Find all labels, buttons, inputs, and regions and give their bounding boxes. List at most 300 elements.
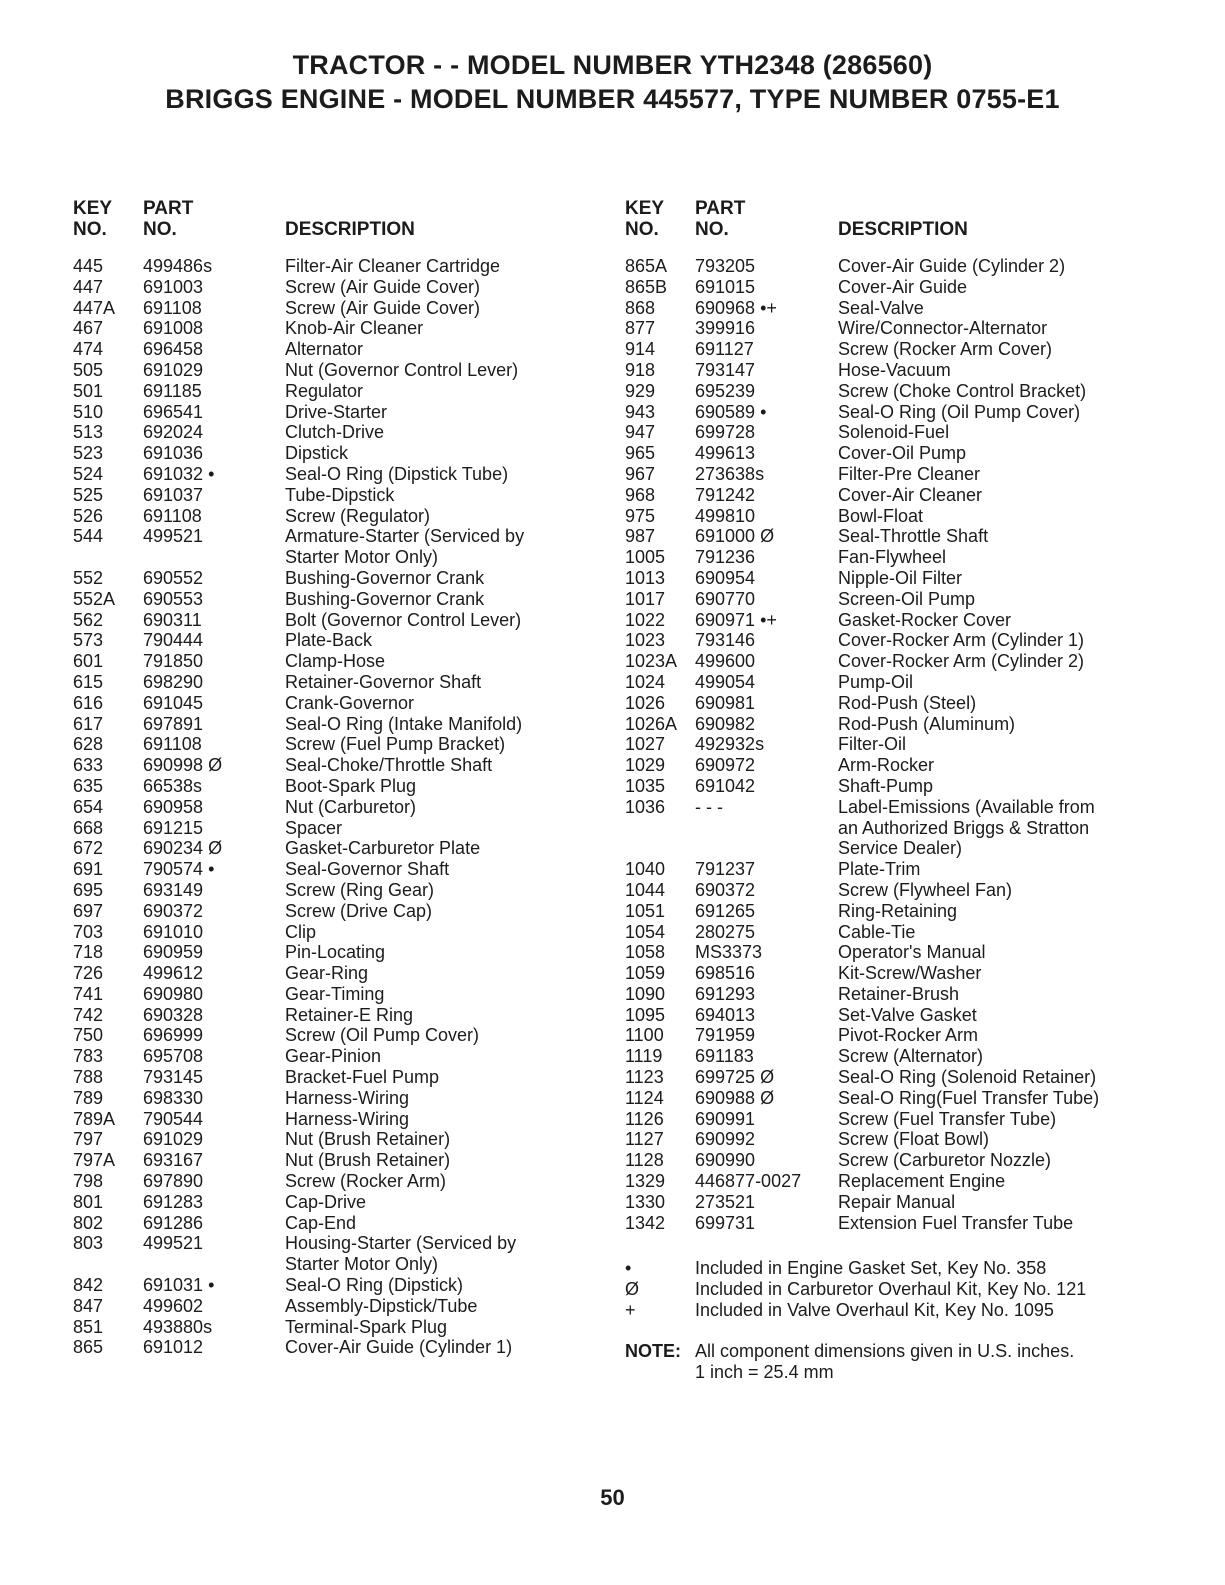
description: Bushing-Governor Crank xyxy=(285,567,485,588)
table-row xyxy=(73,464,613,485)
part-number: 793146 xyxy=(695,630,756,651)
part-number: 691127 xyxy=(695,339,754,360)
table-row xyxy=(73,1067,613,1088)
part-number: 499521 xyxy=(143,526,204,547)
description: Cap-Drive xyxy=(285,1191,367,1212)
table-row xyxy=(625,797,1220,818)
key-number: 544 xyxy=(73,526,104,547)
table-row xyxy=(73,1088,613,1109)
table-row xyxy=(73,1005,613,1026)
part-number: 691010 xyxy=(143,921,204,942)
table-row xyxy=(73,818,613,839)
key-number: 697 xyxy=(73,900,104,921)
part-number: 696541 xyxy=(143,401,204,422)
table-row xyxy=(73,838,613,859)
key-number: 1054 xyxy=(625,921,666,942)
table-row xyxy=(625,464,1220,485)
part-number: 691108 xyxy=(143,734,202,755)
description: Screen-Oil Pump xyxy=(838,588,976,609)
key-number: 1095 xyxy=(625,1004,666,1025)
description: Extension Fuel Transfer Tube xyxy=(838,1212,1074,1233)
parts-table-left xyxy=(73,196,613,1358)
description: Screw (Oil Pump Cover) xyxy=(285,1025,480,1046)
header-key-line-1: KEY xyxy=(625,198,665,219)
header-part-line-1: PART xyxy=(143,198,194,219)
legend-text: Included in Carburetor Overhaul Kit, Key No. 121 xyxy=(695,1278,1087,1299)
key-number: 718 xyxy=(73,942,104,963)
description: Spacer xyxy=(285,817,343,838)
part-number: 691215 xyxy=(143,817,204,838)
description: Cable-Tie xyxy=(838,921,916,942)
page-title-line-1: TRACTOR - - MODEL NUMBER YTH2348 (286560) xyxy=(292,50,933,80)
part-number: MS3373 xyxy=(695,942,763,963)
key-number: 1023 xyxy=(625,630,666,651)
description: Set-Valve Gasket xyxy=(838,1004,977,1025)
table-row xyxy=(73,1046,613,1067)
key-number: 616 xyxy=(73,692,104,713)
description: Seal-O Ring (Dipstick Tube) xyxy=(285,463,509,484)
description: Terminal-Spark Plug xyxy=(285,1316,448,1337)
part-number: 690954 xyxy=(695,567,756,588)
description: Ring-Retaining xyxy=(838,900,958,921)
key-number: 672 xyxy=(73,838,104,859)
part-number: 690311 xyxy=(143,609,202,630)
description: Plate-Trim xyxy=(838,859,921,880)
table-row xyxy=(625,963,1220,984)
part-number: 690968 •+ xyxy=(695,297,777,318)
key-number: 968 xyxy=(625,484,656,505)
legend-symbol: Ø xyxy=(625,1278,640,1299)
key-number: 654 xyxy=(73,796,104,817)
key-number: 797 xyxy=(73,1129,104,1150)
key-number: 1040 xyxy=(625,859,666,880)
key-number: 965 xyxy=(625,443,656,464)
key-number: 1059 xyxy=(625,963,666,984)
description: Retainer-E Ring xyxy=(285,1004,414,1025)
description: Shaft-Pump xyxy=(838,775,934,796)
note-line-2: 1 inch = 25.4 mm xyxy=(695,1362,834,1382)
table-row xyxy=(625,360,1220,381)
key-number: 918 xyxy=(625,359,656,380)
key-number: 1119 xyxy=(625,1046,663,1067)
legend-symbol: + xyxy=(625,1299,636,1320)
part-number: 697890 xyxy=(143,1171,204,1192)
table-row xyxy=(73,443,613,464)
description: Cover-Rocker Arm (Cylinder 2) xyxy=(838,651,1085,672)
part-number: 694013 xyxy=(695,1004,756,1025)
description: Kit-Screw/Washer xyxy=(838,963,982,984)
part-number: 691045 xyxy=(143,692,204,713)
key-number: 1051 xyxy=(625,900,666,921)
description: Seal-Throttle Shaft xyxy=(838,526,989,547)
description: Seal-O Ring(Fuel Transfer Tube) xyxy=(838,1087,1100,1108)
key-number: 445 xyxy=(73,256,104,276)
description: Clamp-Hose xyxy=(285,651,386,672)
description: Gear-Timing xyxy=(285,983,385,1004)
table-row xyxy=(73,1275,613,1296)
description: Retainer-Governor Shaft xyxy=(285,671,482,692)
table-row xyxy=(625,526,1220,547)
table-body-right xyxy=(625,256,1220,1233)
part-number: - - - xyxy=(695,796,723,817)
table-row xyxy=(625,693,1220,714)
description: Bowl-Float xyxy=(838,505,924,526)
part-number: 690372 xyxy=(143,900,204,921)
description: Screw (Carburetor Nozzle) xyxy=(838,1150,1052,1171)
part-number: 446877-0027 xyxy=(695,1171,802,1192)
table-row xyxy=(73,755,613,776)
key-number: 1330 xyxy=(625,1191,666,1212)
key-number: 1124 xyxy=(625,1087,664,1108)
part-number: 273521 xyxy=(695,1191,756,1212)
table-row xyxy=(625,402,1220,423)
key-number: 633 xyxy=(73,755,104,776)
part-number: 499486s xyxy=(143,256,213,276)
table-row xyxy=(625,1213,1220,1234)
part-number: 691008 xyxy=(143,318,204,339)
table-row xyxy=(625,922,1220,943)
key-number: 798 xyxy=(73,1171,104,1192)
table-row xyxy=(73,630,613,651)
part-number: 691029 xyxy=(143,359,204,380)
description: Harness-Wiring xyxy=(285,1087,410,1108)
description: Dipstick xyxy=(285,443,349,464)
part-number: 691042 xyxy=(695,775,756,796)
part-number: 691003 xyxy=(143,276,204,297)
table-row xyxy=(73,589,613,610)
part-number: 690991 xyxy=(695,1108,756,1129)
part-number: 691283 xyxy=(143,1191,204,1212)
key-number: 947 xyxy=(625,422,656,443)
part-number: 790574 • xyxy=(143,859,215,880)
key-number: 691 xyxy=(73,859,104,880)
description: Nut (Brush Retainer) xyxy=(285,1129,451,1150)
description: Bracket-Fuel Pump xyxy=(285,1067,440,1088)
part-number: 690589 • xyxy=(695,401,767,422)
description: Alternator xyxy=(285,339,364,360)
table-row xyxy=(625,1192,1220,1213)
key-number: 552 xyxy=(73,567,104,588)
description: Wire/Connector-Alternator xyxy=(838,318,1048,339)
table-row xyxy=(625,1150,1220,1171)
key-number: 1123 xyxy=(625,1067,664,1088)
part-number: 791236 xyxy=(695,547,756,568)
part-number: 273638s xyxy=(695,463,765,484)
table-row xyxy=(625,942,1220,963)
legend-item xyxy=(625,1300,1220,1321)
part-number: 499054 xyxy=(695,671,756,692)
key-number: 943 xyxy=(625,401,656,422)
key-number: 1128 xyxy=(625,1150,664,1171)
key-number: 1035 xyxy=(625,775,666,796)
part-number: 691108 xyxy=(143,297,202,318)
key-number: 929 xyxy=(625,380,656,401)
description: Replacement Engine xyxy=(838,1171,1006,1192)
description: Pump-Oil xyxy=(838,671,914,692)
part-number: 690553 xyxy=(143,588,204,609)
part-number: 690328 xyxy=(143,1004,204,1025)
key-number: 851 xyxy=(73,1316,104,1337)
table-row xyxy=(73,1213,613,1234)
description: Screw (Rocker Arm) xyxy=(285,1171,447,1192)
table-row xyxy=(73,1171,613,1192)
part-number: 691032 • xyxy=(143,463,215,484)
part-number: 499612 xyxy=(143,963,204,984)
key-number: 1342 xyxy=(625,1212,666,1233)
description: Cover-Air Guide (Cylinder 1) xyxy=(285,1337,513,1358)
description: Label-Emissions (Available from xyxy=(838,796,1095,817)
part-number: 791959 xyxy=(695,1025,756,1046)
table-row xyxy=(625,485,1220,506)
description: Armature-Starter (Serviced by xyxy=(285,526,525,547)
key-number: 987 xyxy=(625,526,656,547)
part-number: 696458 xyxy=(143,339,204,360)
key-number: 562 xyxy=(73,609,104,630)
description: Gear-Pinion xyxy=(285,1046,382,1067)
part-number: 690372 xyxy=(695,879,756,900)
part-number: 693149 xyxy=(143,879,204,900)
table-row xyxy=(625,838,1220,859)
part-number: 690959 xyxy=(143,942,204,963)
description: Tube-Dipstick xyxy=(285,484,395,505)
table-row xyxy=(73,984,613,1005)
part-number: 690958 xyxy=(143,796,204,817)
table-row xyxy=(73,1109,613,1130)
description: Nipple-Oil Filter xyxy=(838,567,963,588)
part-number: 791237 xyxy=(695,859,756,880)
description: Regulator xyxy=(285,380,364,401)
table-row xyxy=(625,859,1220,880)
description: Clutch-Drive xyxy=(285,422,385,443)
key-number: 865 xyxy=(73,1337,104,1358)
key-number: 1005 xyxy=(625,547,666,568)
table-row xyxy=(625,1171,1220,1192)
description: Cover-Air Guide (Cylinder 2) xyxy=(838,256,1066,276)
table-row xyxy=(73,693,613,714)
table-row xyxy=(73,298,613,319)
key-number: 1017 xyxy=(625,588,666,609)
description: Screw (Fuel Pump Bracket) xyxy=(285,734,506,755)
description: Rod-Push (Steel) xyxy=(838,692,977,713)
key-number: 635 xyxy=(73,775,104,796)
table-row xyxy=(625,339,1220,360)
description: Seal-O Ring (Intake Manifold) xyxy=(285,713,523,734)
table-row xyxy=(73,506,613,527)
description: Cover-Air Guide xyxy=(838,276,968,297)
header-key-line-1: KEY xyxy=(73,198,113,219)
description: Bushing-Governor Crank xyxy=(285,588,485,609)
key-number: 865A xyxy=(625,256,668,276)
page-number: 50 xyxy=(600,1485,625,1510)
key-number: 447A xyxy=(73,297,116,318)
part-number: 691037 xyxy=(143,484,204,505)
key-number: 615 xyxy=(73,671,104,692)
part-number: 690982 xyxy=(695,713,756,734)
table-row xyxy=(73,339,613,360)
part-number: 691031 • xyxy=(143,1275,215,1296)
note-line-1: All component dimensions given in U.S. inches. xyxy=(695,1341,1075,1361)
description: Fan-Flywheel xyxy=(838,547,947,568)
table-row xyxy=(625,277,1220,298)
header-description: DESCRIPTION xyxy=(285,219,415,240)
description: Pin-Locating xyxy=(285,942,386,963)
key-number: 742 xyxy=(73,1004,104,1025)
key-number: 750 xyxy=(73,1025,104,1046)
description: Screw (Fuel Transfer Tube) xyxy=(838,1108,1057,1129)
key-number: 668 xyxy=(73,817,104,838)
table-body-left xyxy=(73,256,613,1358)
key-number: 524 xyxy=(73,463,104,484)
key-number: 501 xyxy=(73,380,104,401)
table-row xyxy=(73,1296,613,1317)
table-row xyxy=(73,776,613,797)
description: Assembly-Dipstick/Tube xyxy=(285,1295,478,1316)
part-number: 695239 xyxy=(695,380,756,401)
table-row xyxy=(625,734,1220,755)
key-number: 802 xyxy=(73,1212,104,1233)
header-key-line-2: NO. xyxy=(625,219,659,240)
key-number: 868 xyxy=(625,297,656,318)
description: Crank-Governor xyxy=(285,692,415,713)
part-number: 691183 xyxy=(695,1046,754,1067)
table-row xyxy=(73,1129,613,1150)
part-number: 690992 xyxy=(695,1129,756,1150)
key-number: 842 xyxy=(73,1275,104,1296)
part-number: 693167 xyxy=(143,1150,204,1171)
part-number: 493880s xyxy=(143,1316,213,1337)
table-row xyxy=(73,381,613,402)
part-number: 699725 Ø xyxy=(695,1067,775,1088)
description: Clip xyxy=(285,921,317,942)
key-number: 1029 xyxy=(625,755,666,776)
key-number: 1024 xyxy=(625,671,666,692)
key-number: 510 xyxy=(73,401,104,422)
table-header xyxy=(73,196,613,256)
description: Seal-O Ring (Solenoid Retainer) xyxy=(838,1067,1097,1088)
description: Retainer-Brush xyxy=(838,983,960,1004)
key-number: 1026 xyxy=(625,692,666,713)
description: Screw (Choke Control Bracket) xyxy=(838,380,1087,401)
part-number: 791850 xyxy=(143,651,204,672)
part-number: 499602 xyxy=(143,1295,204,1316)
key-number: 1044 xyxy=(625,879,666,900)
key-number: 1058 xyxy=(625,942,666,963)
key-number: 975 xyxy=(625,505,656,526)
table-row xyxy=(625,256,1220,277)
key-number: 789A xyxy=(73,1108,116,1129)
table-row xyxy=(73,547,613,568)
description: Screw (Air Guide Cover) xyxy=(285,297,481,318)
key-number: 447 xyxy=(73,276,104,297)
description: Boot-Spark Plug xyxy=(285,775,417,796)
key-number: 783 xyxy=(73,1046,104,1067)
table-row xyxy=(625,1025,1220,1046)
description: Gasket-Carburetor Plate xyxy=(285,838,481,859)
part-number: 690972 xyxy=(695,755,756,776)
part-number: 690770 xyxy=(695,588,756,609)
table-row xyxy=(625,651,1220,672)
part-number: 691185 xyxy=(143,380,202,401)
key-number: 1100 xyxy=(625,1025,664,1046)
part-number: 280275 xyxy=(695,921,756,942)
description: Screw (Rocker Arm Cover) xyxy=(838,339,1053,360)
table-row xyxy=(625,443,1220,464)
part-number: 399916 xyxy=(695,318,756,339)
table-row xyxy=(625,318,1220,339)
table-row xyxy=(73,1233,613,1254)
description: Gasket-Rocker Cover xyxy=(838,609,1012,630)
part-number: 691286 xyxy=(143,1212,204,1233)
table-row xyxy=(73,526,613,547)
table-row xyxy=(625,298,1220,319)
key-number: 1126 xyxy=(625,1108,664,1129)
description: Seal-O Ring (Dipstick) xyxy=(285,1275,464,1296)
table-row xyxy=(73,1254,613,1275)
description: an Authorized Briggs & Stratton xyxy=(838,817,1090,838)
part-number: 692024 xyxy=(143,422,204,443)
table-row xyxy=(73,485,613,506)
table-row xyxy=(625,880,1220,901)
part-number: 691029 xyxy=(143,1129,204,1150)
table-row xyxy=(625,422,1220,443)
description: Operator's Manual xyxy=(838,942,986,963)
part-number: 499600 xyxy=(695,651,756,672)
description: Knob-Air Cleaner xyxy=(285,318,424,339)
table-row xyxy=(73,1192,613,1213)
table-row xyxy=(73,797,613,818)
part-number: 690971 •+ xyxy=(695,609,777,630)
part-number: 492932s xyxy=(695,734,765,755)
header-part-line-2: NO. xyxy=(143,219,177,240)
part-number: 691108 xyxy=(143,505,202,526)
key-number: 523 xyxy=(73,443,104,464)
table-row xyxy=(73,256,613,277)
part-number: 690552 xyxy=(143,567,204,588)
key-number: 467 xyxy=(73,318,104,339)
key-number: 803 xyxy=(73,1233,104,1254)
part-number: 793145 xyxy=(143,1067,204,1088)
table-row xyxy=(625,1005,1220,1026)
description: Screw (Alternator) xyxy=(838,1046,984,1067)
key-number: 703 xyxy=(73,921,104,942)
table-row xyxy=(625,1088,1220,1109)
description: Cover-Air Cleaner xyxy=(838,484,983,505)
part-number: 690998 Ø xyxy=(143,755,223,776)
description: Seal-O Ring (Oil Pump Cover) xyxy=(838,401,1081,422)
key-number: 1023A xyxy=(625,651,678,672)
part-number: 691015 xyxy=(695,276,756,297)
legend-item xyxy=(625,1258,1220,1279)
table-row xyxy=(625,568,1220,589)
key-number: 788 xyxy=(73,1067,104,1088)
description: Pivot-Rocker Arm xyxy=(838,1025,979,1046)
description: Seal-Valve xyxy=(838,297,924,318)
table-row xyxy=(625,755,1220,776)
key-number: 877 xyxy=(625,318,656,339)
description: Filter-Pre Cleaner xyxy=(838,463,981,484)
part-number: 690980 xyxy=(143,983,204,1004)
description: Harness-Wiring xyxy=(285,1108,410,1129)
table-row xyxy=(73,1337,613,1358)
table-row xyxy=(625,1129,1220,1150)
key-number: 865B xyxy=(625,276,668,297)
table-row xyxy=(73,277,613,298)
key-number: 914 xyxy=(625,339,656,360)
table-row xyxy=(73,672,613,693)
part-number: 696999 xyxy=(143,1025,204,1046)
key-number: 525 xyxy=(73,484,104,505)
part-number: 691265 xyxy=(695,900,756,921)
